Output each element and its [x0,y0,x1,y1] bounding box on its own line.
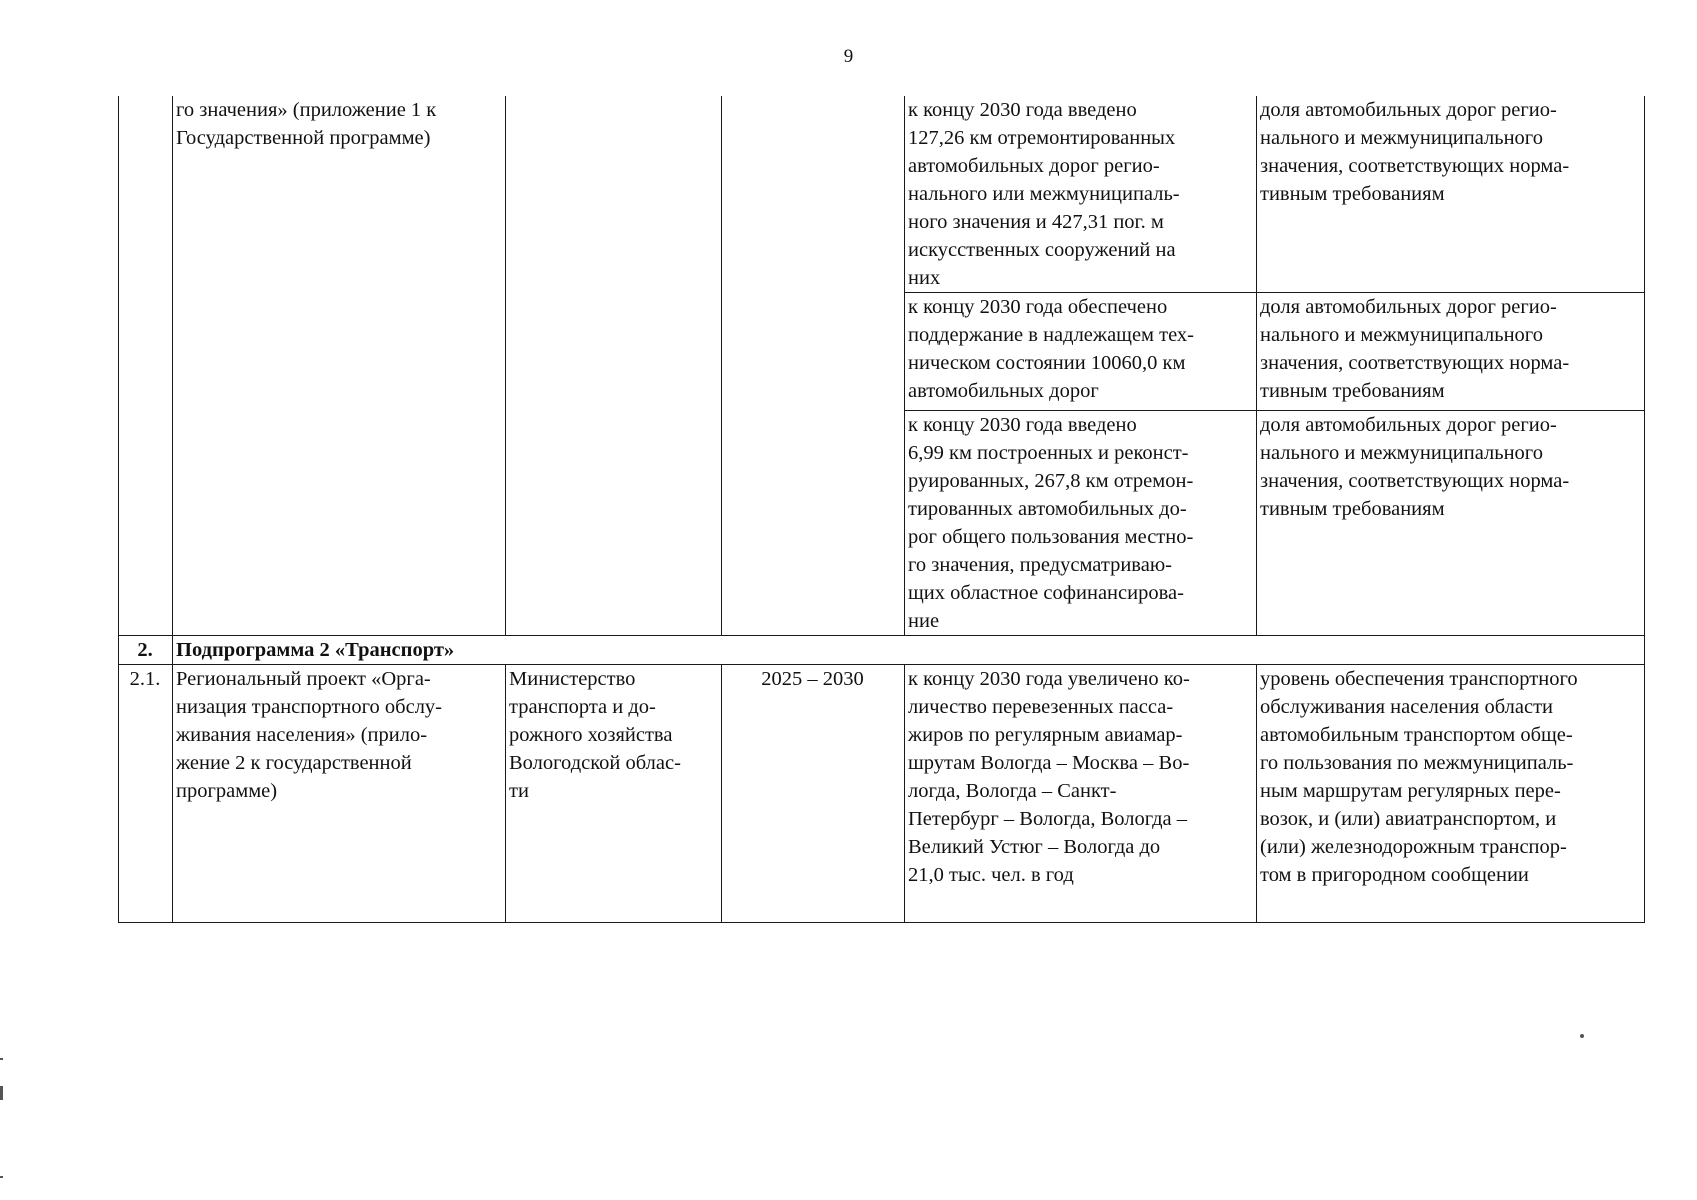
indicator-cell: уровень обеспечения транспортного обслуживания населения области автомобильным транспортом обще- го пользования по межмуниципаль- ным маршрутам регулярных пере- возок, и (или) авиатранспортом, и (или) железнодорожным транспор- том в пригородном сообщении [1257,665,1645,923]
scan-artifact [1580,1034,1584,1038]
page-number: 9 [843,46,854,67]
table-row [119,665,1645,923]
result-cell: к концу 2030 года введено 6,99 км построенных и реконст- руированных, 267,8 км отремон- тированных автомобильных до- рог общего пользования местно- го значения, предусматриваю- щих областное софинансирова- ние [905,411,1257,636]
indicator-cell: доля автомобильных дорог регио- нального и межмуниципального значения, соответствующих норма- тивным требованиям [1257,96,1645,293]
section-number: 2. [119,636,173,665]
period-cell [722,96,905,636]
program-name-cell: Региональный проект «Орга- низация транспортного обслу- живания населения» (прило- жение 2 к государственной программе) [173,665,506,923]
result-cell: к концу 2030 года обеспечено поддержание в надлежащем тех- ническом состоянии 10060,0 км автомобильных дорог [905,293,1257,411]
indicator-cell: доля автомобильных дорог регио- нального и межмуниципального значения, соответствующих норма- тивным требованиям [1257,293,1645,411]
section-row [119,636,1645,665]
period-cell: 2025 – 2030 [722,665,905,923]
indicator-cell: доля автомобильных дорог регио- нального и межмуниципального значения, соответствующих норма- тивным требованиям [1257,411,1645,636]
scan-artifact [0,1176,3,1178]
row-number-cell: 2.1. [119,665,173,923]
section-title: Подпрограмма 2 «Транспорт» [173,636,1645,665]
responsible-cell: Министерство транспорта и до- рожного хозяйства Вологодской облас- ти [506,665,722,923]
scan-artifact [0,1058,3,1060]
program-table [118,96,1645,923]
responsible-cell [506,96,722,636]
table-row [119,96,1645,293]
result-cell: к концу 2030 года увеличено ко- личество перевезенных пасса- жиров по регулярным авиамар- шрутам Вологда – Москва – Во- логда, Вологда – Санкт- Петербург – Вологда, Вологда – Великий Устюг – Вологда до 21,0 тыс. чел. в год [905,665,1257,923]
result-cell: к концу 2030 года введено 127,26 км отремонтированных автомобильных дорог регио- нального или межмуниципаль- ного значения и 427,31 пог. м искусственных сооружений на них [905,96,1257,293]
scan-artifact [0,1086,3,1100]
row-number-cell [119,96,173,636]
program-name-cell: го значения» (приложение 1 к Государственной программе) [173,96,506,636]
